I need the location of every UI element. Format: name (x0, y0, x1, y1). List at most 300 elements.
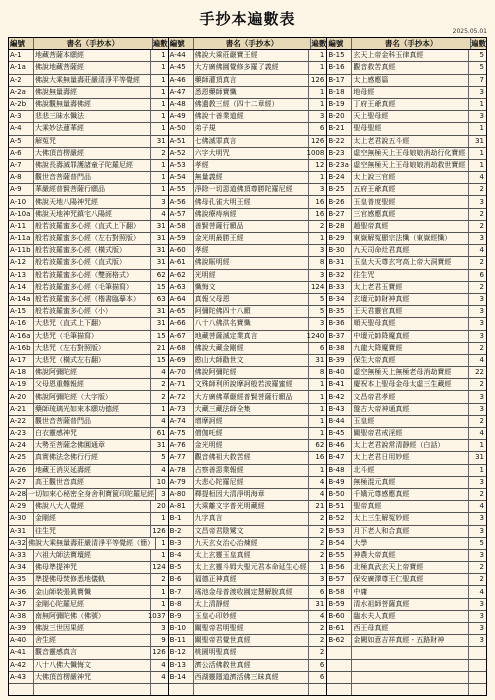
entry-count: 3 (468, 526, 486, 537)
header-count: 遍數 (311, 38, 327, 48)
entry-title: 般若波羅蜜多心經（楷書臨摹本） (33, 294, 150, 305)
entry-title: 觀世音菩薩普門品 (33, 172, 150, 183)
entry-title: 太上感應篇 (351, 75, 468, 86)
entry-title: 文昌帝君陰騭文 (193, 526, 309, 537)
table-row (169, 586, 327, 598)
entry-title: 大方廣佛圓覺修多羅了義經 (193, 62, 309, 73)
table-row (169, 306, 327, 318)
entry-count: 5 (308, 306, 326, 317)
entry-count: 2 (308, 221, 326, 232)
table-row (9, 538, 168, 550)
entry-count: 10 (150, 477, 168, 488)
entry-code: A-43 (10, 672, 27, 681)
table-row (327, 574, 486, 586)
entry-count: 2 (308, 538, 326, 549)
entry-count: 16 (308, 196, 326, 207)
entry-code: B-58 (328, 587, 345, 596)
entry-title: 太上老君日用妙經 (351, 452, 468, 463)
entry-title: 桃園明聖真經 (193, 647, 309, 658)
entry-code: B-23a (328, 160, 349, 169)
entry-count: 3 (468, 331, 486, 342)
table-row (327, 160, 486, 172)
entry-title: 太上說三官經 (351, 172, 468, 183)
header-name: 書名（手抄本） (351, 38, 470, 49)
table-row (9, 318, 168, 330)
entry-title: 金剛心陀羅尼經 (33, 599, 150, 610)
count-table (8, 37, 487, 696)
table-row (9, 282, 168, 294)
table-row (9, 440, 168, 452)
entry-title: 六字大明咒 (193, 148, 309, 159)
table-row (327, 599, 486, 611)
entry-code: A-15 (10, 307, 27, 316)
table-row (327, 623, 486, 635)
table-row (169, 99, 327, 111)
entry-title: 增摩訶經 (193, 416, 309, 427)
entry-count: 4 (468, 172, 486, 183)
entry-title: 濟公活佛救世真經 (193, 660, 309, 671)
table-row (327, 245, 486, 257)
entry-title: 無極混元真經 (351, 477, 468, 488)
empty-cell (351, 684, 468, 695)
entry-title: 保安廣澤尊王仁聖真經 (351, 574, 468, 585)
entry-code: A-59 (169, 234, 186, 243)
entry-title: 虛空無極天上王母娘娘消劫救世寶經 (351, 160, 468, 171)
empty-cell (468, 672, 486, 683)
entry-title: 大悲咒（橫式左右翻） (33, 355, 150, 366)
entry-count: 3 (308, 318, 326, 329)
table-row (9, 257, 168, 269)
entry-count: 9 (150, 635, 168, 646)
table-row (9, 489, 168, 501)
header-code: 編號 (10, 38, 25, 48)
entry-count: 31 (150, 136, 168, 147)
entry-code: A-27 (10, 477, 27, 486)
entry-code: A-65 (169, 307, 186, 316)
entry-count: 3 (468, 599, 486, 610)
entry-code: A-14 (10, 282, 27, 291)
entry-count: 5 (468, 538, 486, 549)
table-row (9, 452, 168, 464)
entry-code: B-14 (169, 672, 186, 681)
table-row (9, 196, 168, 208)
table-row (327, 221, 486, 233)
entry-count: 126 (308, 136, 326, 147)
entry-count: 12 (308, 160, 326, 171)
entry-code: B-43 (328, 404, 345, 413)
table-row (9, 75, 168, 87)
table-row (9, 221, 168, 233)
entry-title: 月下老人和合真經 (351, 526, 468, 537)
table-row (9, 148, 168, 160)
entry-code: A-67 (169, 331, 186, 340)
entry-code: A-12 (10, 258, 27, 267)
entry-count: 2 (150, 148, 168, 159)
entry-title: 佛說療痔病經 (193, 209, 309, 220)
entry-count: 4 (308, 489, 326, 500)
table-row (169, 684, 327, 695)
table-row (9, 550, 168, 562)
entry-title: 地藏王消災延壽經 (33, 465, 150, 476)
entry-title: 觀音救苦真經 (351, 62, 468, 73)
entry-title: 高王觀世音真經 (33, 477, 150, 488)
entry-count: 3 (468, 477, 486, 488)
entry-code: B-24 (328, 173, 345, 182)
table-row (327, 452, 486, 464)
entry-title: 往生咒 (33, 526, 150, 537)
table-row (169, 611, 327, 623)
table-row (327, 196, 486, 208)
entry-count: 3 (468, 635, 486, 646)
entry-count: 1 (150, 586, 168, 597)
entry-code: B-54 (328, 538, 345, 547)
entry-count: 4 (150, 367, 168, 378)
table-row (169, 574, 327, 586)
entry-title: 大方廣佛華嚴經普賢菩薩行願品 (193, 391, 309, 402)
entry-title: 九字真言 (193, 513, 309, 524)
entry-title: 虛空無極天上王母娘娘消劫行化寶經 (351, 148, 468, 159)
entry-code: A-45 (169, 63, 186, 72)
entry-title: 佛說地藏菩薩經 (33, 62, 150, 73)
entry-count: 31 (150, 257, 168, 268)
entry-code: A-4 (10, 124, 22, 133)
table-row (169, 672, 327, 684)
entry-code: A-13 (10, 270, 27, 279)
entry-code: B-1 (169, 514, 182, 523)
entry-title: 觀世音菩薩普門品 (33, 416, 150, 427)
entry-code: B-2 (169, 526, 182, 535)
entry-code: B-15 (328, 51, 345, 60)
entry-code: A-32 (10, 538, 27, 547)
table-row (169, 647, 327, 659)
entry-code: A-38 (10, 611, 27, 620)
table-column (169, 38, 328, 695)
entry-code: A-18 (10, 368, 27, 377)
table-row (327, 416, 486, 428)
entry-count: 5 (308, 294, 326, 305)
entry-count: 21 (308, 501, 326, 512)
entry-title: 般若波羅蜜多心經（雙面格式） (33, 270, 150, 281)
entry-count: 31 (468, 452, 486, 463)
entry-title: 僧伽吒經 (193, 428, 309, 439)
table-row (169, 75, 327, 87)
entry-code: B-47 (328, 453, 345, 462)
entry-code: A-81 (169, 502, 186, 511)
table-row (169, 270, 327, 282)
table-row (327, 660, 486, 672)
entry-title: 福德正神真經 (193, 574, 309, 585)
entry-code: A-77 (169, 453, 186, 462)
entry-code: A-51 (169, 136, 186, 145)
table-row (169, 404, 327, 416)
entry-count: 3 (468, 513, 486, 524)
entry-code: A-10 (10, 197, 27, 206)
entry-code: A-11b (10, 246, 31, 255)
entry-code: B-59 (328, 599, 345, 608)
table-row (169, 136, 327, 148)
entry-title: 解冤咒 (33, 136, 150, 147)
entry-count: 1 (308, 62, 326, 73)
entry-title: 般若波羅蜜多心經（左右對照版） (33, 233, 150, 244)
entry-code: B-50 (328, 490, 345, 499)
table-row (169, 660, 327, 672)
table-row (169, 233, 327, 245)
entry-code: A-11 (10, 221, 27, 230)
table-row (169, 526, 327, 538)
entry-count: 1 (308, 404, 326, 415)
entry-title: 大學 (351, 538, 468, 549)
entry-title: 般若波羅蜜多心經（小） (33, 306, 150, 317)
entry-title: 淨除一切惡道佛頂尊勝陀羅尼經 (193, 184, 309, 195)
entry-code: A-17 (10, 355, 27, 364)
entry-code: A-44 (169, 51, 186, 60)
table-row (327, 379, 486, 391)
entry-count: 1 (308, 50, 326, 61)
entry-count: 126 (150, 526, 168, 537)
entry-title: 佛說阿彌陀經 (33, 367, 150, 378)
entry-count: 124 (308, 282, 326, 293)
entry-code: B-10 (169, 624, 186, 633)
entry-count: 63 (150, 294, 168, 305)
entry-count: 1 (150, 50, 168, 61)
table-row (169, 379, 327, 391)
entry-title: 金剛經 (33, 513, 150, 524)
entry-count: 2 (468, 184, 486, 195)
table-row (327, 562, 486, 574)
entry-count: 16 (308, 209, 326, 220)
entry-title: 九龍大降魔寶經 (351, 343, 468, 354)
table-row (169, 184, 327, 196)
entry-title: 弟子規 (193, 123, 309, 134)
entry-code: B-20 (328, 112, 345, 121)
entry-title: 丁府王爺真經 (351, 99, 468, 110)
entry-count: 2 (468, 282, 486, 293)
entry-code: B-27 (328, 209, 345, 218)
entry-code: A-1 (10, 51, 22, 60)
table-row (327, 233, 486, 245)
entry-code: A-37 (10, 599, 27, 608)
entry-count: 4 (468, 586, 486, 597)
entry-count: 31 (150, 318, 168, 329)
entry-code: B-5 (169, 563, 182, 572)
entry-code: B-49 (328, 477, 345, 486)
entry-code: A-28 (10, 490, 27, 499)
entry-code: B-60 (328, 611, 345, 620)
table-row (327, 87, 486, 99)
entry-code: A-20 (10, 392, 27, 401)
entry-count: 3 (468, 233, 486, 244)
entry-code: A-61 (169, 258, 186, 267)
entry-code: A-36 (10, 587, 27, 596)
table-column (9, 38, 169, 695)
table-row (327, 391, 486, 403)
table-row (327, 75, 486, 87)
entry-title: 順天聖母真經 (351, 318, 468, 329)
entry-title: 般若波羅蜜多心經（橫式版） (33, 245, 150, 256)
entry-title: 太上老君玉寶經 (351, 282, 468, 293)
entry-count: 2 (308, 550, 326, 561)
table-row (9, 50, 168, 62)
table-row (9, 172, 168, 184)
entry-title: 神農大帝真經 (351, 550, 468, 561)
table-row (9, 136, 168, 148)
table-row (327, 586, 486, 598)
entry-title: 玉皇普度聖經 (351, 196, 468, 207)
entry-code: A-3 (10, 112, 22, 121)
entry-code: B-57 (328, 575, 345, 584)
entry-count: 2 (468, 221, 486, 232)
entry-code: A-29 (10, 502, 27, 511)
entry-title: 王天君靈官真經 (351, 306, 468, 317)
entry-code: A-14a (10, 295, 31, 304)
entry-code: B-41 (328, 380, 345, 389)
entry-code: B-31 (328, 258, 345, 267)
entry-count: 1 (150, 62, 168, 73)
header-count: 遍數 (471, 38, 486, 48)
entry-code: A-9 (10, 185, 22, 194)
empty-cell (193, 684, 309, 695)
entry-code: B-25 (328, 185, 345, 194)
entry-code: B-44 (328, 416, 345, 425)
entry-title: 佛說天地神咒鎮宅八陽經 (33, 209, 150, 220)
entry-count: 4 (308, 611, 326, 622)
table-row (327, 538, 486, 550)
table-header-row (327, 38, 486, 50)
table-row (327, 672, 486, 684)
entry-title: 大乘妙法蓮華經 (33, 123, 150, 134)
entry-code: B-3 (169, 538, 182, 547)
entry-code: A-76 (169, 441, 186, 450)
table-row (9, 501, 168, 513)
entry-code: B-22 (328, 136, 345, 145)
entry-title: 玄壇元帥財神真經 (351, 294, 468, 305)
entry-count: 3 (150, 196, 168, 207)
empty-cell (351, 647, 468, 658)
entry-count: 1 (150, 99, 168, 110)
table-row (327, 404, 486, 416)
entry-code: A-48 (169, 100, 186, 109)
entry-count: 62 (308, 440, 326, 451)
entry-code: B-21 (328, 124, 345, 133)
entry-count: 4 (468, 428, 486, 439)
entry-code: A-78 (169, 465, 186, 474)
entry-code: B-62 (328, 636, 345, 645)
entry-code: B-34 (328, 295, 345, 304)
entry-code: B-45 (328, 429, 345, 438)
table-row (327, 489, 486, 501)
entry-code: A-75 (169, 429, 186, 438)
entry-title: 真報父母恩 (193, 294, 309, 305)
entry-count: 1 (308, 233, 326, 244)
entry-title: 八十八佛洪名寶懺 (193, 318, 309, 329)
entry-title: 佛說大乘無量壽莊嚴清淨平等覺經 (33, 75, 150, 86)
entry-count: 31 (150, 233, 168, 244)
entry-count: 4 (468, 245, 486, 256)
entry-code: A-74 (169, 416, 186, 425)
table-row (327, 355, 486, 367)
entry-code: A-21 (10, 404, 27, 413)
entry-count: 3 (150, 623, 168, 634)
entry-title: 地藏菩薩滅定業真言 (193, 331, 309, 342)
entry-title: 文殊師利所說摩訶般若波羅蜜經 (193, 379, 309, 390)
table-row (169, 562, 327, 574)
entry-code: A-69 (169, 355, 186, 364)
entry-count: 2 (308, 526, 326, 537)
table-row (169, 367, 327, 379)
entry-code: B-39 (328, 355, 345, 364)
entry-count: 3 (468, 623, 486, 634)
entry-title: 大悲咒（毛筆描寫） (33, 331, 150, 342)
entry-code: A-60 (169, 246, 186, 255)
entry-title: 清水祖師菩薩真經 (351, 599, 468, 610)
table-row (169, 196, 327, 208)
header-code: 編號 (169, 38, 185, 48)
entry-code: A-19 (10, 380, 27, 389)
table-row (327, 611, 486, 623)
entry-title: 光明經 (193, 270, 309, 281)
entry-count: 1 (150, 172, 168, 183)
entry-count: 2 (468, 574, 486, 585)
table-row (169, 465, 327, 477)
entry-count: 21 (150, 343, 168, 354)
entry-code: A-2a (10, 87, 26, 96)
entry-code: A-25 (10, 453, 27, 462)
table-row (327, 148, 486, 160)
entry-code: B-56 (328, 563, 345, 572)
entry-code: A-46 (169, 75, 186, 84)
entry-code: A-8 (10, 173, 22, 182)
entry-title: 太上老君說五斗經 (351, 136, 468, 147)
entry-title: 悉恩藥師寶懺 (193, 87, 309, 98)
entry-title: 中庸 (351, 586, 468, 597)
entry-title: 天上聖母經 (351, 111, 468, 122)
entry-title: 舍生經 (33, 635, 150, 646)
entry-count: 1 (468, 440, 486, 451)
entry-count: 31 (468, 136, 486, 147)
entry-code: A-16 (10, 319, 27, 328)
entry-code: A-80 (169, 490, 186, 499)
entry-code: B-13 (169, 660, 186, 669)
entry-count: 2 (150, 379, 168, 390)
table-row (9, 379, 168, 391)
table-row (327, 526, 486, 538)
entry-title: 大悲心陀羅尼經 (193, 477, 309, 488)
empty-cell (9, 684, 33, 695)
entry-code: A-68 (169, 343, 186, 352)
entry-count: 1 (150, 599, 168, 610)
entry-code: A-56 (169, 197, 186, 206)
entry-count: 1 (150, 123, 168, 134)
entry-title: 佛說阿彌陀經（大字版） (33, 391, 150, 402)
entry-count: 5 (468, 50, 486, 61)
table-row (327, 172, 486, 184)
table-row (327, 635, 486, 647)
entry-count: 3 (308, 574, 326, 585)
entry-code: A-40 (10, 636, 27, 645)
entry-code: B-4 (169, 550, 182, 559)
entry-code: A-2 (10, 75, 22, 84)
entry-title: 大佛頂首楞嚴經 (33, 148, 150, 159)
table-row (169, 123, 327, 135)
entry-count: 2 (468, 343, 486, 354)
entry-title: 太上玄靈玉皇真經 (193, 550, 309, 561)
table-header-row (9, 38, 168, 50)
empty-cell (468, 684, 486, 695)
entry-title: 佛說大乘莊嚴寶王經 (193, 50, 309, 61)
entry-count: 1008 (308, 148, 326, 159)
table-row (169, 172, 327, 184)
entry-code: B-11 (169, 636, 186, 645)
